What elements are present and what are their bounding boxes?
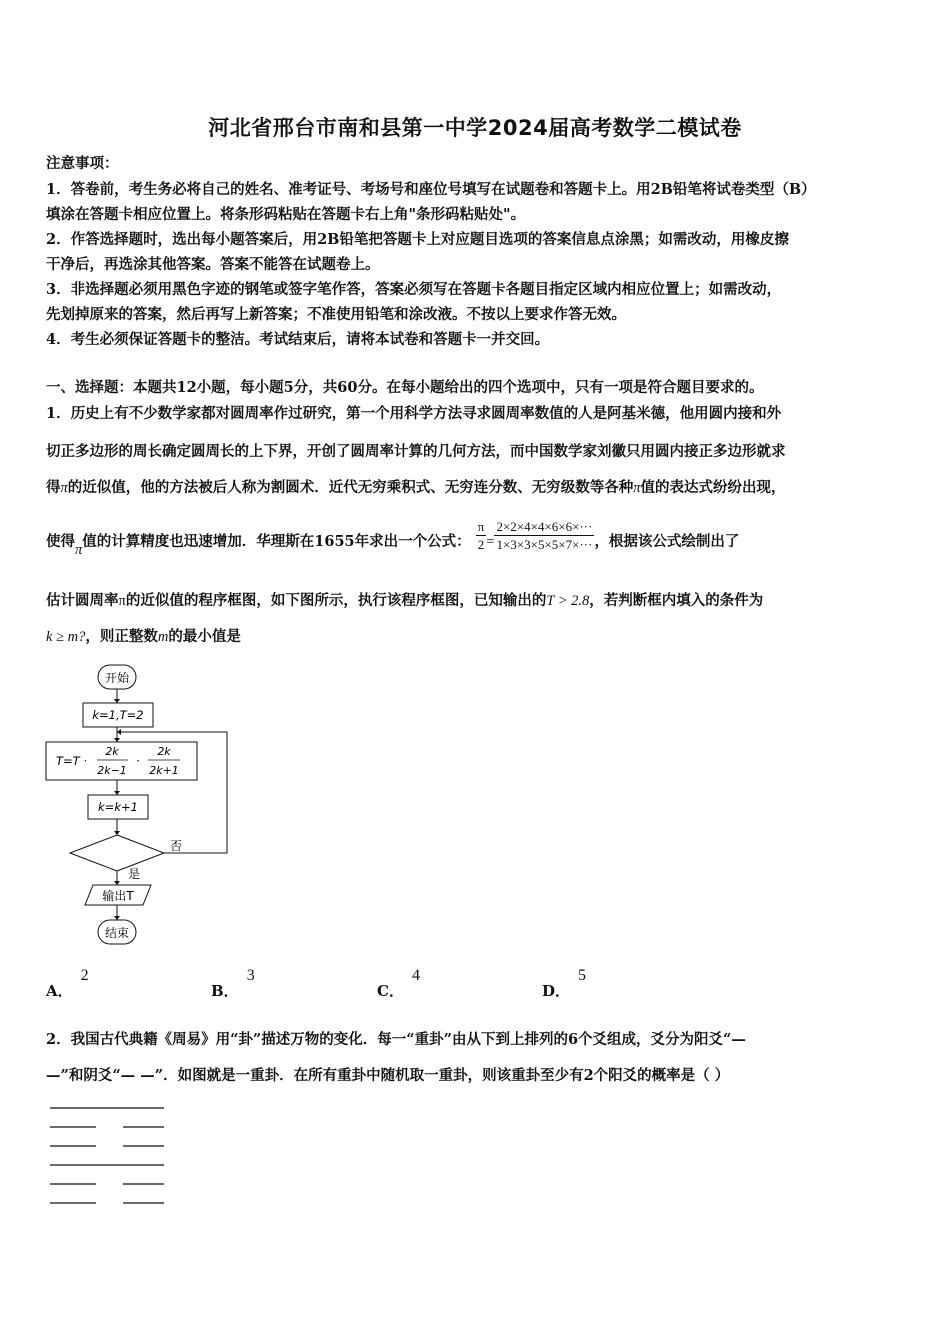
option-label: D． [542,982,571,1000]
q1-line-6 [46,625,241,646]
q2-line-1: 2．我国古代典籍《周易》用“卦”描述万物的变化．每一“重卦”由从下到上排列的6个爻组成，爻分为阳爻“— [46,1031,746,1048]
q1-line-5 [46,589,763,610]
frac2-denominator: 2k+1 [149,764,179,777]
decision-diamond [70,835,164,871]
q1-text: ，若判断框内填入的条件为 [589,592,764,609]
notice-line-7: 4．考生必须保证答题卡的整洁。考试结束后，请将本试卷和答题卡一并交回。 [46,331,550,348]
arrowhead [114,699,120,703]
q1-text: 的最小值是 [168,628,241,645]
arrowhead [114,791,120,795]
lhs-numerator: π [477,518,485,534]
option-label: A． [46,982,73,1000]
notice-line-6: 先划掉原来的答案，然后再写上新答案；不准使用铅笔和涂改液。不按以上要求作答无效。 [46,306,626,323]
q1-text: 估计圆周率 [46,592,119,609]
arrowhead [114,881,120,885]
q1-line-1: 1．历史上有不少数学家都对圆周率作过研究，第一个用科学方法寻求圆周率数值的人是阿基米德，他用圆内接和外 [46,405,782,422]
notice-line-1: 1．答卷前，考生务必将自己的姓名、准考证号、考场号和座位号填写在试题卷和答题卡上。用2B铅笔将试卷类型（B） [46,181,816,198]
option-label: B． [211,982,239,1000]
pi-symbol: π [60,480,68,496]
arrowhead [114,738,120,742]
wallis-lhs [476,518,487,553]
output-condition: T > 2.8 [546,593,590,609]
equals-sign: = [486,534,495,550]
hexagram-figure [50,1100,170,1210]
q2-line-2: —”和阴爻“— —”．如图就是一重卦．在所有重卦中随机取一重卦，则该重卦至少有2个阳爻的概率是（ ） [46,1067,730,1084]
notice-heading: 注意事项： [46,155,119,172]
start-label: 开始 [104,671,130,685]
notice-line-4: 干净后，再选涂其他答案。答案不能答在试题卷上。 [46,256,380,273]
q1-text: 得 [46,479,61,496]
judgment-condition: k ≥ m? [46,629,86,645]
wallis-rhs [494,518,594,553]
option-value: 2 [80,967,89,984]
arrowhead [114,831,120,835]
option-value: 5 [578,967,587,984]
update-T-label: T=T · [56,754,87,768]
notice-line-5: 3．非选择题必须用黑色字迹的钢笔或签字笔作答，答案必须写在答题卡各题目指定区域内相应位置上；如需改动， [46,281,782,298]
q1-line-3 [46,476,786,497]
lhs-denominator: 2 [477,536,485,552]
m-variable: m [157,629,169,645]
pi-symbol: π [118,593,126,609]
option-value: 4 [411,967,420,984]
frac1-numerator: 2k [105,745,119,758]
output-label: 输出T [102,889,134,903]
frac2-numerator: 2k [157,745,171,758]
option-a[interactable] [46,967,89,1001]
q1-text: ，则正整数 [85,628,158,645]
page-title: 河北省邢台市南和县第一中学2024届高考数学二模试卷 [208,116,742,140]
rhs-denominator: 1×3×3×5×5×7×··· [496,536,593,552]
frac1-denominator: 2k−1 [97,764,127,777]
notice-line-2: 填涂在答题卡相应位置上。将条形码粘贴在答题卡右上角"条形码粘贴处"。 [46,206,526,223]
section-heading: 一、选择题：本题共12小题，每小题5分，共60分。在每小题给出的四个选项中，只有一项是符合题目要求的。 [46,379,764,396]
q1-line-2: 切正多边形的周长确定圆周长的上下界，开创了圆周率计算的几何方法，而中国数学家刘徽只用圆内接正多边形就求 [46,443,786,460]
q1-text: 值的表达式纷纷出现， [640,479,786,496]
option-b[interactable] [211,967,255,1001]
option-value: 3 [246,967,255,984]
arrowhead [117,729,121,735]
arrowhead [114,916,120,920]
pi-symbol: π [75,542,83,558]
no-label: 否 [170,839,183,853]
option-label: C． [377,982,404,1000]
flowchart [40,660,240,950]
init-label: k=1,T=2 [92,708,144,722]
pi-symbol: π [633,480,641,496]
end-label: 结束 [104,926,130,940]
q1-text: 的近似值的程序框图，如下图所示，执行该程序框图，已知输出的 [125,592,547,609]
multiply-dot: · [136,754,140,768]
rhs-numerator: 2×2×4×4×6×6×··· [496,518,593,534]
loop-back-line [117,732,227,853]
option-c[interactable] [377,967,420,1001]
q1-text: 使得 [46,533,75,550]
q1-text: ，根据该公式绘制出了 [594,533,740,550]
notice-line-3: 2．作答选择题时，选出每小题答案后，用2B铅笔把答题卡上对应题目选项的答案信息点涂黑；如需改动，用橡皮擦 [46,231,789,248]
q1-text: 的近似值，他的方法被后人称为割圆术．近代无穷乘积式、无穷连分数、无穷级数等各种 [67,479,634,496]
update-k-label: k=k+1 [98,800,138,814]
q1-text: 值的计算精度也迅速增加．华理斯在1655年求出一个公式： [82,533,471,550]
option-d[interactable] [542,967,587,1001]
yes-label: 是 [128,867,141,881]
